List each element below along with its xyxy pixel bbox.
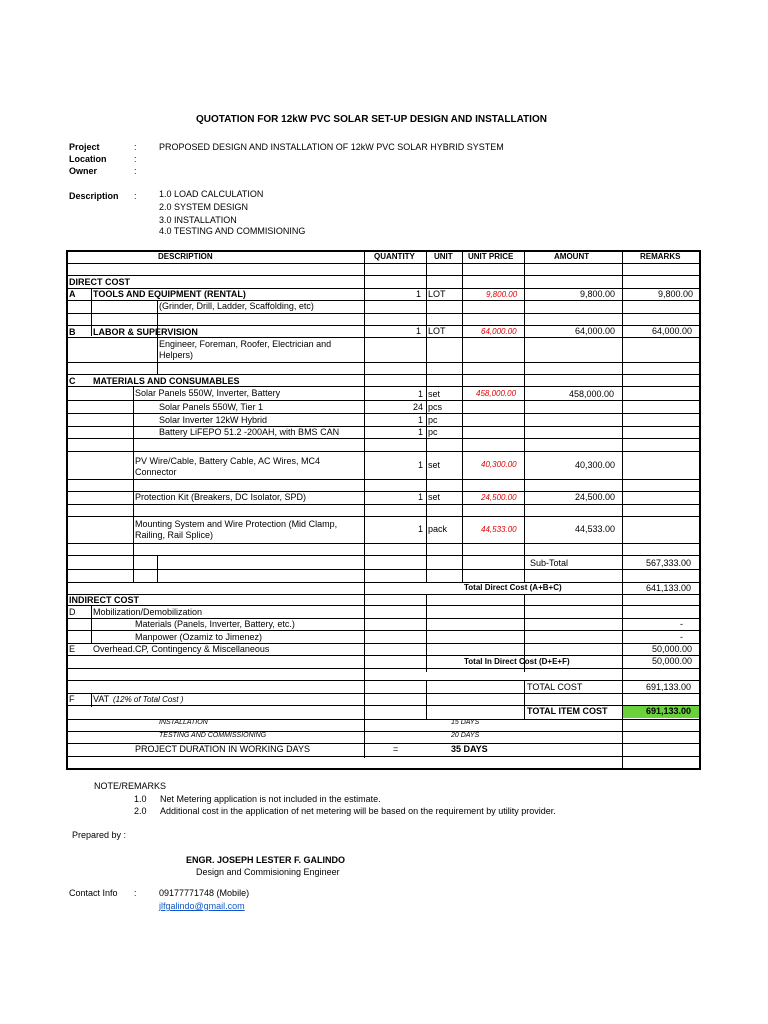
direct-cost-label: DIRECT COST bbox=[69, 277, 131, 287]
row-a-qty: 1 bbox=[416, 289, 422, 299]
testing-days: 20 DAYS bbox=[451, 732, 480, 739]
row-c3-amount: 24,500.00 bbox=[575, 492, 616, 502]
row-c1a-desc: Solar Panels 550W, Tier 1 bbox=[159, 402, 264, 412]
row-e-value: 50,000.00 bbox=[652, 644, 693, 654]
owner-label: Owner bbox=[69, 166, 98, 176]
row-c1c-qty: 1 bbox=[418, 427, 424, 437]
description-label: Description bbox=[69, 191, 119, 201]
row-c-letter: C bbox=[69, 376, 76, 386]
row-b-amount: 64,000.00 bbox=[575, 326, 616, 336]
description-item: 1.0 LOAD CALCULATION bbox=[159, 189, 264, 199]
total-direct-value: 641,133.00 bbox=[646, 583, 692, 593]
row-c2-desc: PV Wire/Cable, Battery Cable, AC Wires, MC4 bbox=[135, 456, 321, 466]
row-b-sub: Helpers) bbox=[159, 350, 194, 360]
row-c4-qty: 1 bbox=[418, 524, 424, 534]
contact-email-link[interactable]: jlfgalindo@gmail.com bbox=[159, 901, 245, 911]
header-amount: AMOUNT bbox=[554, 252, 590, 261]
row-c1-desc: Solar Panels 550W, Inverter, Battery bbox=[135, 388, 281, 398]
row-c2-amount: 40,300.00 bbox=[575, 460, 616, 470]
row-f-letter: F bbox=[69, 694, 75, 704]
row-a-sub: (Grinder, Drill, Ladder, Scaffolding, etc) bbox=[159, 301, 314, 311]
row-a-amount: 9,800.00 bbox=[580, 289, 616, 299]
header-unit-price: UNIT PRICE bbox=[468, 252, 514, 261]
row-d1-value: - bbox=[680, 619, 683, 629]
row-a-unit: LOT bbox=[428, 289, 446, 299]
row-d2-desc: Manpower (Ozamiz to Jimenez) bbox=[135, 632, 263, 642]
project-label: Project bbox=[69, 142, 100, 152]
subtotal-label: Sub-Total bbox=[530, 558, 569, 568]
row-b-unit: LOT bbox=[428, 326, 446, 336]
row-d-letter: D bbox=[69, 607, 76, 617]
total-direct-label: Total Direct Cost (A+B+C) bbox=[464, 583, 562, 592]
project-duration-label: PROJECT DURATION IN WORKING DAYS bbox=[135, 744, 311, 754]
project-value: PROPOSED DESIGN AND INSTALLATION OF 12kW PVC SOLAR HYBRID SYSTEM bbox=[159, 142, 504, 152]
total-cost-label: TOTAL COST bbox=[527, 682, 583, 692]
vat-label: VAT bbox=[93, 694, 110, 704]
description-item: 3.0 INSTALLATION bbox=[159, 215, 237, 225]
notes-heading: NOTE/REMARKS bbox=[94, 781, 167, 791]
total-indirect-value: 50,000.00 bbox=[652, 656, 693, 666]
row-c2-price: 40,300.00 bbox=[481, 460, 517, 469]
total-indirect-label: Total In Direct Cost (D+E+F) bbox=[464, 657, 570, 666]
prepared-by-label: Prepared by : bbox=[72, 830, 127, 840]
contact-colon: : bbox=[134, 888, 137, 898]
total-cost-value: 691,133.00 bbox=[646, 682, 692, 692]
row-c-title: MATERIALS AND CONSUMABLES bbox=[93, 376, 240, 386]
engineer-name: ENGR. JOSEPH LESTER F. GALINDO bbox=[186, 855, 346, 865]
note-2-text: Additional cost in the application of net metering will be based on the requirement by utility provider. bbox=[160, 806, 556, 816]
header-remarks: REMARKS bbox=[640, 252, 681, 261]
row-c1-qty: 1 bbox=[418, 389, 424, 399]
row-a-remarks: 9,800.00 bbox=[658, 289, 694, 299]
installation-days: 15 DAYS bbox=[451, 719, 480, 726]
row-b-price: 64,000.00 bbox=[481, 327, 517, 336]
row-a-title: TOOLS AND EQUIPMENT (RENTAL) bbox=[93, 289, 246, 299]
project-duration-equals: = bbox=[393, 744, 399, 754]
row-c4-price: 44,533.00 bbox=[481, 525, 517, 534]
description-item: 2.0 SYSTEM DESIGN bbox=[159, 202, 249, 212]
row-c4-desc: Railing, Rail Splice) bbox=[135, 530, 214, 540]
row-c1c-desc: Battery LiFEPO 51.2 -200AH, with BMS CAN bbox=[159, 427, 340, 437]
row-c1-price: 458,000.00 bbox=[476, 389, 517, 398]
project-colon: : bbox=[134, 142, 137, 152]
row-c1-unit: set bbox=[428, 389, 441, 399]
row-c3-price: 24,500.00 bbox=[481, 493, 517, 502]
document-title: QUOTATION FOR 12kW PVC SOLAR SET-UP DESIGN AND INSTALLATION bbox=[196, 114, 547, 125]
row-c3-desc: Protection Kit (Breakers, DC Isolator, SPD) bbox=[135, 492, 307, 502]
row-c2-desc: Connector bbox=[135, 467, 177, 477]
row-c4-amount: 44,533.00 bbox=[575, 524, 616, 534]
row-e-letter: E bbox=[69, 644, 76, 654]
row-c1b-desc: Solar Inverter 12kW Hybrid bbox=[159, 415, 268, 425]
location-colon: : bbox=[134, 154, 137, 164]
row-c4-desc: Mounting System and Wire Protection (Mid Clamp, bbox=[135, 519, 338, 529]
header-unit: UNIT bbox=[434, 252, 453, 261]
total-item-value: 691,133.00 bbox=[646, 706, 692, 716]
row-a-price: 9,800.00 bbox=[486, 290, 518, 299]
row-b-remarks: 64,000.00 bbox=[652, 326, 693, 336]
project-duration-days: 35 DAYS bbox=[451, 744, 488, 754]
contact-label: Contact Info bbox=[69, 888, 118, 898]
contact-phone: 09177771748 (Mobile) bbox=[159, 888, 250, 898]
row-c1a-unit: pcs bbox=[428, 402, 443, 412]
indirect-cost-label: INDIRECT COST bbox=[69, 595, 140, 605]
installation-label: INSTALLATION bbox=[159, 719, 208, 726]
description-item: 4.0 TESTING AND COMMISIONING bbox=[159, 226, 306, 236]
total-item-label: TOTAL ITEM COST bbox=[527, 706, 608, 716]
row-c3-unit: set bbox=[428, 492, 441, 502]
row-c4-unit: pack bbox=[428, 524, 448, 534]
row-d2-value: - bbox=[680, 632, 683, 642]
row-c3-qty: 1 bbox=[418, 492, 424, 502]
row-b-letter: B bbox=[69, 327, 76, 337]
owner-colon: : bbox=[134, 166, 137, 176]
row-c1a-qty: 24 bbox=[413, 402, 424, 412]
location-label: Location bbox=[69, 154, 107, 164]
engineer-role: Design and Commisioning Engineer bbox=[196, 867, 340, 877]
header-description: DESCRIPTION bbox=[158, 252, 213, 261]
row-d-title: Mobilization/Demobilization bbox=[93, 607, 203, 617]
header-quantity: QUANTITY bbox=[374, 252, 415, 261]
note-1-text: Net Metering application is not included in the estimate. bbox=[160, 794, 381, 804]
row-b-title: LABOR & SUPERVISION bbox=[93, 327, 198, 337]
row-a-letter: A bbox=[69, 289, 76, 299]
row-c1b-qty: 1 bbox=[418, 415, 424, 425]
subtotal-value: 567,333.00 bbox=[646, 558, 692, 568]
note-1-number: 1.0 bbox=[134, 794, 147, 804]
note-2-number: 2.0 bbox=[134, 806, 147, 816]
row-b-sub: Engineer, Foreman, Roofer, Electrician and bbox=[159, 339, 332, 349]
vat-note: (12% of Total Cost ) bbox=[113, 695, 184, 704]
row-c2-unit: set bbox=[428, 460, 441, 470]
row-c1b-unit: pc bbox=[428, 415, 438, 425]
row-e-title: Overhead.CP, Contingency & Miscellaneous bbox=[93, 644, 270, 654]
row-c1-amount: 458,000.00 bbox=[569, 389, 615, 399]
testing-label: TESTING AND COMMISSIONING bbox=[159, 732, 267, 739]
row-b-qty: 1 bbox=[416, 326, 422, 336]
row-c2-qty: 1 bbox=[418, 460, 424, 470]
row-c1c-unit: pc bbox=[428, 427, 438, 437]
row-d1-desc: Materials (Panels, Inverter, Battery, etc.) bbox=[135, 619, 295, 629]
description-colon: : bbox=[134, 191, 137, 201]
